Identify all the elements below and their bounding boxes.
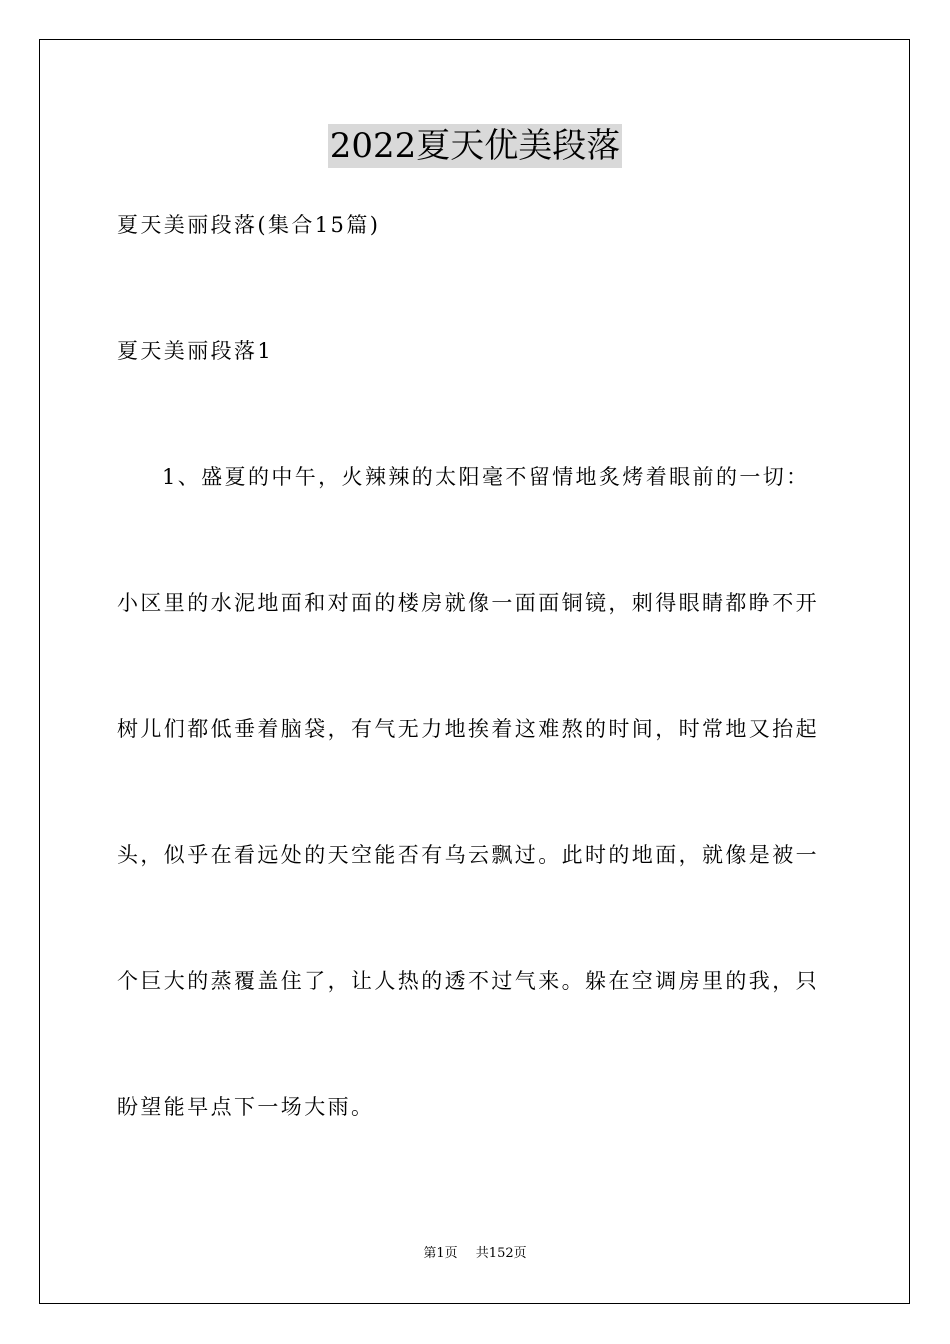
paragraph-line-5: 个巨大的蒸覆盖住了，让人热的透不过气来。躲在空调房里的我，只	[117, 969, 819, 993]
page-number: 第1页	[423, 1246, 458, 1261]
paragraph-line-2: 小区里的水泥地面和对面的楼房就像一面面铜镜，刺得眼睛都睁不开	[117, 591, 819, 615]
paragraph-line-3: 树儿们都低垂着脑袋，有气无力地挨着这难熬的时间，时常地又抬起	[117, 717, 819, 741]
document-title: 2022夏天优美段落	[329, 126, 621, 166]
paragraph-line-4: 头，似乎在看远处的天空能否有乌云飘过。此时的地面，就像是被一	[117, 843, 819, 867]
title-container	[0, 124, 950, 168]
paragraph-line-1: 1、盛夏的中午，火辣辣的太阳毫不留情地炙烤着眼前的一切：	[162, 465, 810, 489]
document-subtitle: 夏天美丽段落(集合15篇)	[117, 213, 381, 237]
paragraph-line-6: 盼望能早点下一场大雨。	[117, 1095, 375, 1119]
total-pages: 共152页	[475, 1246, 527, 1261]
section-heading: 夏天美丽段落1	[117, 339, 274, 363]
page-footer	[0, 1245, 950, 1263]
